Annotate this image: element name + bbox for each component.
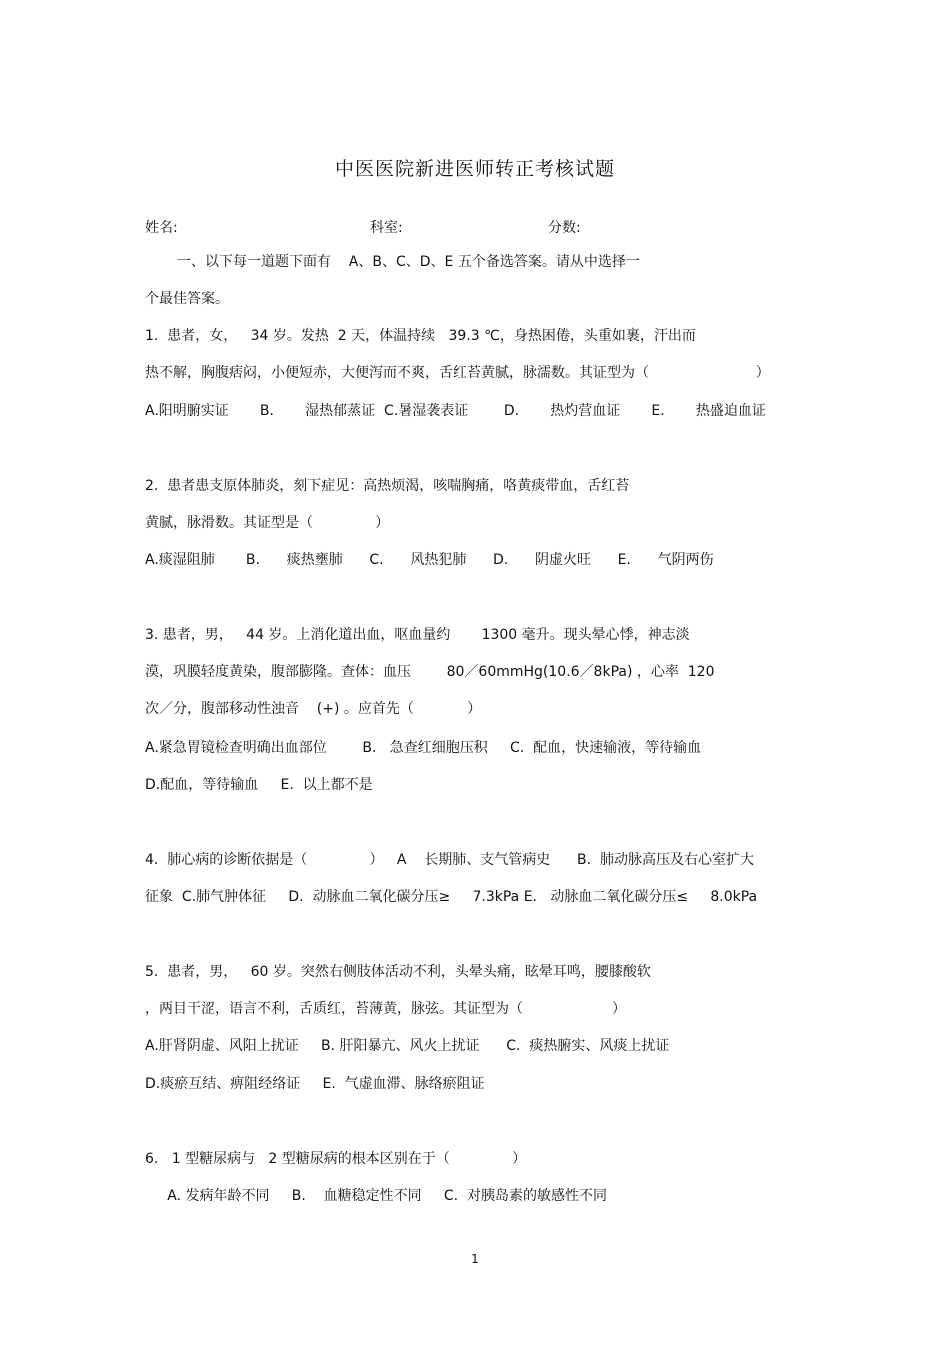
question-3-options-line-2: D.配血，等待输血 E. 以上都不是 — [145, 777, 373, 793]
question-2-stem-line-1: 2. 患者患支原体肺炎，刻下症见：高热烦渴，咳喘胸痛，咯黄痰带血，舌红苔 — [145, 478, 630, 494]
question-6-options: A. 发病年龄不同 B. 血糖稳定性不同 C. 对胰岛素的敏感性不同 — [145, 1188, 607, 1204]
question-2-options: A.痰湿阻肺 B. 痰热壅肺 C. 风热犯肺 D. 阴虚火旺 E. 气阴两伤 — [145, 552, 714, 568]
department-label: 科室: — [370, 220, 403, 236]
question-3-options-line-1: A.紧急胃镜检查明确出血部位 B. 急查红细胞压积 C. 配血，快速输液，等待输血 — [145, 740, 702, 756]
question-3-stem-line-3: 次／分，腹部移动性浊音 (+) 。应首先（ ） — [145, 701, 482, 717]
question-1-stem-line-1: 1. 患者，女， 34 岁。发热 2 天，体温持续 39.3 ℃，身热困倦，头重如裹，汗出而 — [145, 328, 696, 344]
question-4-line-1: 4. 肺心病的诊断依据是（ ） A 长期肺、支气管病史 B. 肺动脉高压及右心室扩大 — [145, 852, 754, 868]
question-5-options-line-2: D.痰瘀互结、痹阻经络证 E. 气虚血滞、脉络瘀阻证 — [145, 1076, 485, 1092]
page-number: 1 — [471, 1252, 479, 1266]
instruction-line-2: 个最佳答案。 — [145, 291, 229, 307]
question-1-options: A.阳明腑实证 B. 湿热郁蒸证 C.暑湿袭表证 D. 热灼营血证 E. 热盛迫血证 — [145, 403, 766, 419]
question-2-stem-line-2: 黄腻，脉滑数。其证型是（ ） — [145, 515, 390, 531]
question-4-line-2: 征象 C.肺气肿体征 D. 动脉血二氧化碳分压≥ 7.3kPa E. 动脉血二氧化碳分压≤ 8.0kPa — [145, 889, 758, 905]
question-3-stem-line-1: 3. 患者，男， 44 岁。上消化道出血，呕血量约 1300 毫升。现头晕心悸，神志淡 — [145, 627, 690, 643]
question-5-stem-line-2: ，两目干涩，语言不利，舌质红，苔薄黄，脉弦。其证型为（ ） — [145, 1001, 627, 1017]
question-5-stem-line-1: 5. 患者，男， 60 岁。突然右侧肢体活动不利，头晕头痛，眩晕耳鸣，腰膝酸软 — [145, 964, 651, 980]
question-3-stem-line-2: 漠，巩膜轻度黄染，腹部膨隆。查体：血压 80／60mmHg(10.6／8kPa) ，心率 120 — [145, 664, 715, 680]
instruction-line-1: 一、以下每一道题下面有 A、B、C、D、E 五个备选答案。请从中选择一 — [177, 254, 640, 270]
score-label: 分数: — [548, 220, 581, 236]
name-label: 姓名: — [145, 220, 178, 236]
question-6-stem: 6. 1 型糖尿病与 2 型糖尿病的根本区别在于（ ） — [145, 1151, 527, 1167]
question-5-options-line-1: A.肝肾阴虚、风阳上扰证 B. 肝阳暴亢、风火上扰证 C. 痰热腑实、风痰上扰证 — [145, 1038, 670, 1054]
page-title: 中医医院新进医师转正考核试题 — [334, 158, 615, 180]
question-1-stem-line-2: 热不解，胸腹痞闷，小便短赤，大便泻而不爽，舌红苔黄腻，脉濡数。其证型为（ ） — [145, 365, 770, 381]
